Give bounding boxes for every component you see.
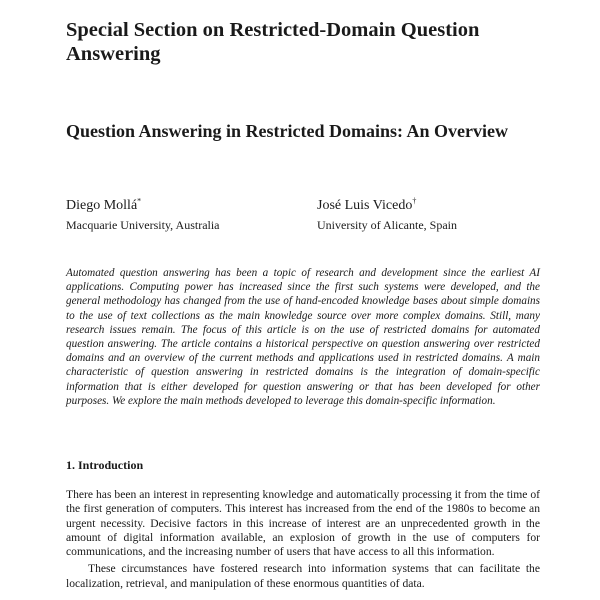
author-name: José Luis Vicedo† <box>317 196 417 213</box>
section-heading: 1. Introduction <box>66 458 144 472</box>
author-footnote-mark: † <box>412 196 417 206</box>
author-footnote-mark: * <box>137 196 142 206</box>
author-name: Diego Mollá* <box>66 196 142 213</box>
section-title: Special Section on Restricted-Domain Question Answering <box>66 19 480 65</box>
author-block <box>66 197 220 234</box>
author-affiliation: University of Alicante, Spain <box>317 218 457 232</box>
abstract: Automated question answering has been a topic of research and development since the earliest AI applications. Computing power has increased since the first such systems were developed, and the general methodology has changed from the use of hand-encoded knowledge bases about simple domains to the use of text collections as the main knowledge source over more complex domains. Still, many research issues remain. The focus of this article is on the use of restricted domains for automated question answering. The article contains a historical perspective on question answering over restricted domains and an overview of the current methods and applications used in restricted domains. A main characteristic of question answering in restricted domains is the integration of domain-specific information that is either developed for question answering or that has been developed for other purposes. We explore the main methods developed to leverage this domain-specific information. <box>66 267 540 407</box>
article-title: Question Answering in Restricted Domains: An Overview <box>66 121 508 141</box>
paragraph: These circumstances have fostered research into information systems that can facilitate the localization, retrieval, and manipulation of these enormous quantities of data. <box>66 562 540 590</box>
author-block <box>317 197 457 234</box>
body-text <box>66 488 540 591</box>
author-affiliation: Macquarie University, Australia <box>66 218 220 232</box>
paragraph: There has been an interest in representing knowledge and automatically processing it from the time of the first generation of computers. This interest has increased from the end of the 1980s to become an urgent necessity. Decisive factors in this increase of interest are an unprecedented growth in the amount of digital information available, an explosion of growth in the use of computers for communications, and the increasing number of users that have access to all this information. <box>66 488 540 559</box>
